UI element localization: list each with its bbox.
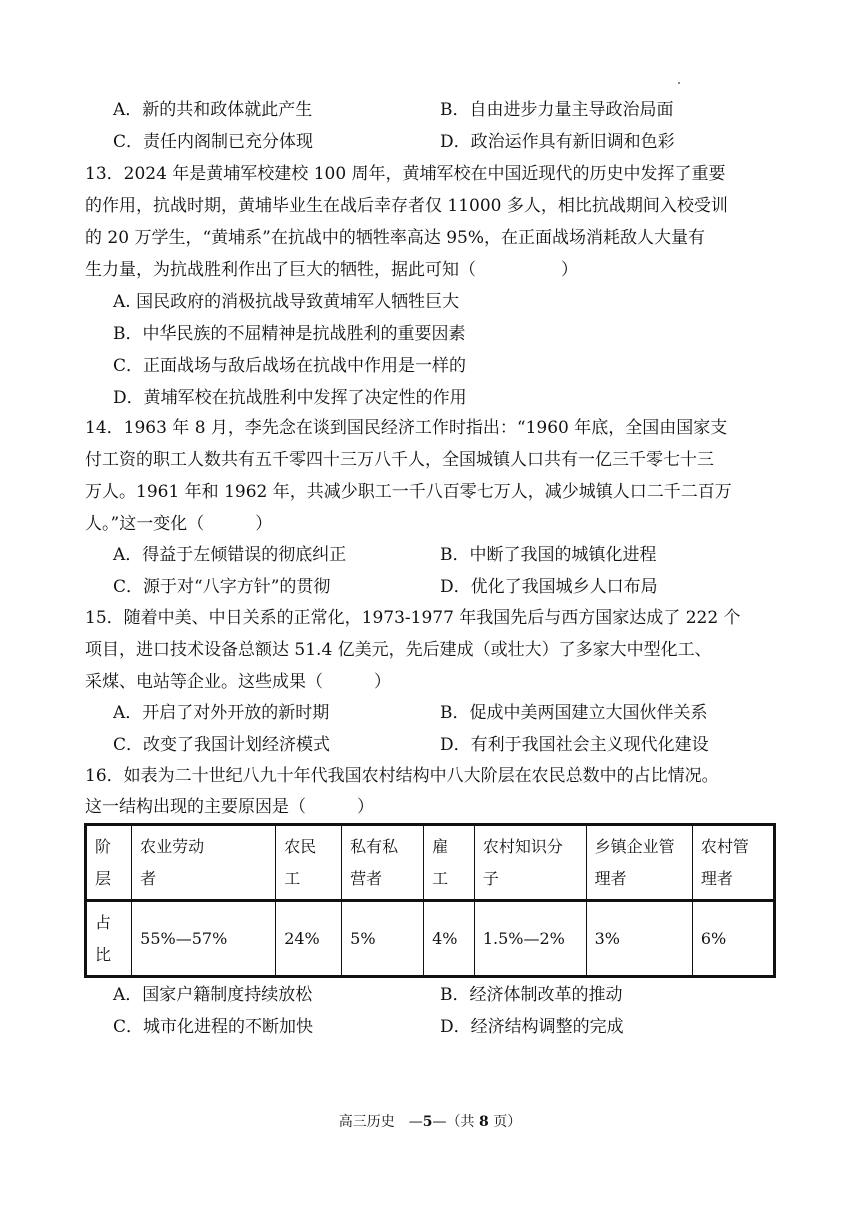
q13-option-d: D．黄埔军校在抗战胜利中发挥了决定性的作用 <box>113 388 467 408</box>
table-header-row <box>86 825 775 901</box>
footer-page-number: 5 <box>422 1114 433 1130</box>
q13-stem-line-1: 13．2024 年是黄埔军校建校 100 周年，黄埔军校在中国近现代的历史中发挥了重要 <box>85 164 726 184</box>
q14-option-b: B．中断了我国的城镇化进程 <box>440 545 657 565</box>
q14-stem-line-4: 人。”这一变化（ ） <box>85 514 273 534</box>
q16-option-a: A．国家户籍制度持续放松 <box>113 985 313 1005</box>
table-cell: 4% <box>424 901 475 977</box>
q15-option-a: A．开启了对外开放的新时期 <box>113 703 330 723</box>
table-header-cell: 雇 工 <box>424 825 475 901</box>
footer-total-pages: 8 <box>479 1114 489 1130</box>
table-header-cell: 农民 工 <box>276 825 342 901</box>
table-header-cell: 农村管 理者 <box>692 825 774 901</box>
table-cell: 5% <box>342 901 424 977</box>
q12-option-b: B．自由进步力量主导政治局面 <box>440 100 674 120</box>
q14-option-d: D．优化了我国城乡人口布局 <box>440 577 658 597</box>
table-header-cell: 乡镇企业管 理者 <box>586 825 692 901</box>
table-header-cell: 农业劳动 者 <box>132 825 276 901</box>
q16-stem-line-2: 这一结构出现的主要原因是（ ） <box>85 797 374 817</box>
table-header-cell: 私有私 营者 <box>342 825 424 901</box>
q13-option-b: B．中华民族的不屈精神是抗战胜利的重要因素 <box>113 324 466 344</box>
q13-stem-line-3: 的 20 万学生，“黄埔系”在抗战中的牺牲率高达 95%，在正面战场消耗敌人大量有 <box>85 228 706 248</box>
q15-stem-line-3: 采煤、电站等企业。这些成果（ ） <box>85 672 391 692</box>
table-header-cell: 农村知识分 子 <box>474 825 586 901</box>
rural-strata-table <box>84 823 776 978</box>
q14-stem-line-3: 万人。1961 年和 1962 年，共减少职工一千八百零七万人，减少城镇人口二千二百万 <box>85 482 732 502</box>
q15-stem-line-2: 项目，进口技术设备总额达 51.4 亿美元，先后建成（或壮大）了多家大中型化工、 <box>85 640 712 660</box>
q16-option-d: D．经济结构调整的完成 <box>440 1017 624 1037</box>
table-value-row <box>86 901 775 977</box>
q13-option-c: C．正面战场与敌后战场在抗战中作用是一样的 <box>113 356 467 376</box>
q14-option-c: C．源于对“八字方针”的贯彻 <box>113 577 331 597</box>
q15-stem-line-1: 15．随着中美、中日关系的正常化，1973-1977 年我国先后与西方国家达成了 222 个 <box>85 608 741 628</box>
q15-option-d: D．有利于我国社会主义现代化建设 <box>440 735 709 755</box>
footer-subject: 高三历史 <box>338 1114 395 1130</box>
q15-option-b: B．促成中美两国建立大国伙伴关系 <box>440 703 708 723</box>
table-cell: 3% <box>586 901 692 977</box>
table-cell: 24% <box>276 901 342 977</box>
table-cell: 55%—57% <box>132 901 276 977</box>
q14-stem-line-2: 付工资的职工人数共有五千零四十三万八千人，全国城镇人口共有一亿三千零七十三 <box>85 450 714 470</box>
q13-stem-line-2: 的作用，抗战时期，黄埔毕业生在战后幸存者仅 11000 多人，相比抗战期间入校受训 <box>85 196 728 216</box>
q16-option-c: C．城市化进程的不断加快 <box>113 1017 314 1037</box>
table-row-label: 阶 层 <box>86 825 132 901</box>
q14-option-a: A．得益于左倾错误的彻底纠正 <box>113 545 347 565</box>
q13-option-a: A. 国民政府的消极抗战导致黄埔军人牺牲巨大 <box>113 292 460 312</box>
table-row-label: 占 比 <box>86 901 132 977</box>
q16-option-b: B．经济体制改革的推动 <box>440 985 623 1005</box>
table-cell: 1.5%—2% <box>474 901 586 977</box>
table-cell: 6% <box>692 901 774 977</box>
q12-option-c: C．责任内阁制已充分体现 <box>113 132 314 152</box>
page-footer: 高三历史 —5—（共 8 页） <box>338 1114 522 1130</box>
q13-stem-line-4: 生力量，为抗战胜利作出了巨大的牺牲，据此可知（ ） <box>85 260 578 280</box>
q16-stem-line-1: 16．如表为二十世纪八九十年代我国农村结构中八大阶层在农民总数中的占比情况。 <box>85 766 719 786</box>
q15-option-c: C．改变了我国计划经济模式 <box>113 735 331 755</box>
scan-speck <box>678 82 680 84</box>
q14-stem-line-1: 14．1963 年 8 月，李先念在谈到国民经济工作时指出：“1960 年底，全国由国家支 <box>85 418 728 438</box>
q12-option-a: A．新的共和政体就此产生 <box>113 100 313 120</box>
q12-option-d: D．政治运作具有新旧调和色彩 <box>440 132 675 152</box>
